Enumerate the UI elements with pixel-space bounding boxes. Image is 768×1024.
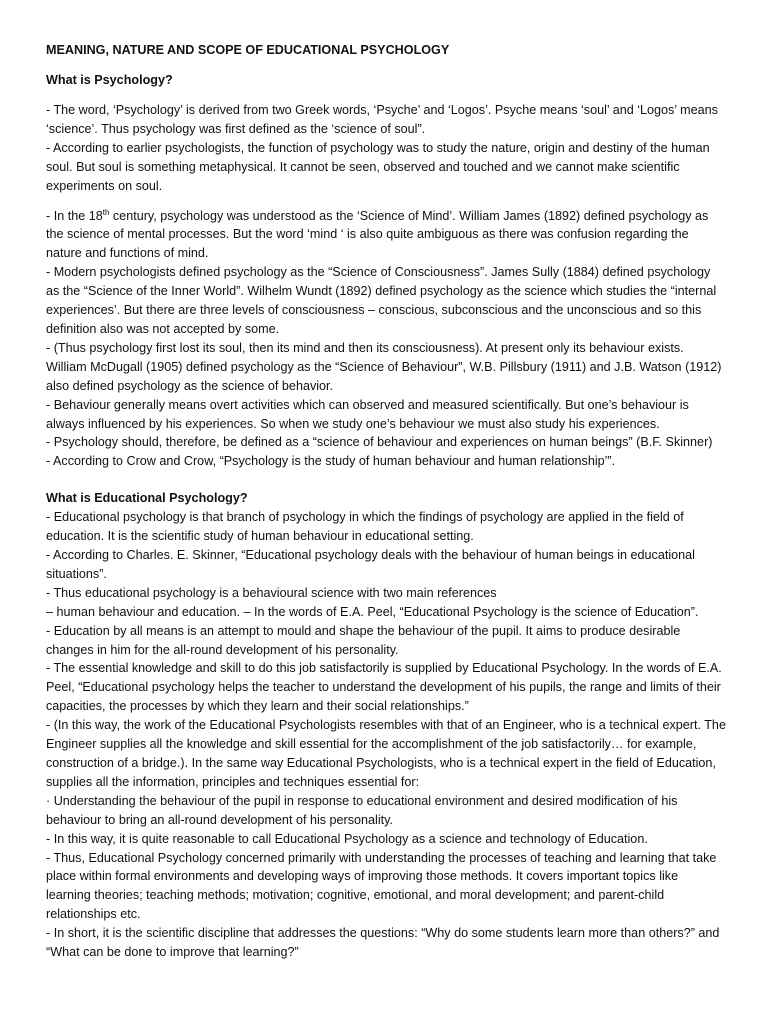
paragraph: - In this way, it is quite reasonable to call Educational Psychology as a science and technology of Education. [46,831,648,846]
paragraph: - According to Charles. E. Skinner, “Educational psychology deals with the behaviour of human beings in educational situations”. [46,548,695,581]
paragraph: - Educational psychology is that branch of psychology in which the findings of psychology are applied in the field of education. It is the scientific study of human behaviour in educational setting. [46,510,684,544]
section-psychology-block2 [46,207,726,472]
paragraph: - (Thus psychology first lost its soul, then its mind and then its consciousness). At present only its behaviour exists. William McDugall (1905) defined psychology as the “Science of Behaviour”, W.B. Pillsbury (1911) and J.B. Watson (1912) also defined psychology as the science of behavior. [46,340,722,393]
section-heading-what-is-psychology: What is Psychology? [46,73,173,87]
paragraph: - The essential knowledge and skill to do this job satisfactorily is supplied by Educational Psychology. In the words of E.A. Peel, “Educational psychology helps the teacher to understand the development of his pupils, the range and limits of their capacities, the processes by which they learn and their social relationships.” [46,661,722,714]
section-gap [46,471,726,489]
document-page [46,41,726,962]
paragraph: · Understanding the behaviour of the pupil in response to educational environment and desired modification of his behaviour to bring an all-round development of his personality. [46,793,678,827]
paragraph: - According to earlier psychologists, the function of psychology was to study the nature, origin and destiny of the human soul. But soul is something metaphysical. It cannot be seen, observed and touched and we cannot make scientific experiments on soul. [46,140,710,193]
section-psychology-block1 [46,101,726,196]
paragraph: - Education by all means is an attempt to mould and shape the behaviour of the pupil. It aims to produce desirable changes in him for the all-round development of his personality. [46,623,681,657]
paragraph: - Thus educational psychology is a behavioural science with two main references [46,585,497,600]
paragraph: - Modern psychologists defined psychology as the “Science of Consciousness”. James Sully (1884) defined psychology as the “Science of the Inner World”. Wilhelm Wundt (1892) defined psychology as the science which studies the “internal experiences’. But there are three levels of consciousness – conscious, subconscious and the unconscious and so this definition also was not accepted by some. [46,265,717,336]
text-fragment: century, psychology was understood as the ‘Science of Mind’. William James (1892) defined psychology as the science of mental processes. But the word ‘mind ‘ is also quite ambiguous as there was confusion regarding the nature and functions of mind. [46,208,709,261]
section-educational-psychology [46,508,726,962]
paragraph: - The word, ‘Psychology’ is derived from two Greek words, ‘Psyche’ and ‘Logos’. Psyche means ‘soul’ and ‘Logos’ means ‘science’. Thus psychology was first defined as the ‘science of soul”. [46,103,718,136]
paragraph: - Thus, Educational Psychology concerned primarily with understanding the processes of teaching and learning that take place within formal environments and developing ways of improving those methods. It covers important topics like learning theories; teaching methods; motivation; cognitive, emotional, and moral development; and parent-child relationships etc. [46,850,717,922]
paragraph: - In short, it is the scientific discipline that addresses the questions: “Why do some students learn more than others?” and “What can be done to improve that learning?” [46,926,720,960]
paragraph: - Psychology should, therefore, be defined as a “science of behaviour and experiences on human beings” (B.F. Skinner) [46,435,713,450]
text-fragment: - In the 18 [46,208,103,223]
paragraph: - Behaviour generally means overt activities which can observed and measured scientifically. But one’s behaviour is always influenced by his experiences. So when we study one’s behaviour we must also study his experiences. [46,397,689,431]
paragraph-18th-century [46,207,726,264]
superscript: th [102,207,110,217]
section-heading-what-is-educational-psychology: What is Educational Psychology? [46,491,248,506]
paragraph: – human behaviour and education. – In the words of E.A. Peel, “Educational Psychology is the science of Education”. [46,604,699,619]
paragraph: - According to Crow and Crow, “Psychology is the study of human behaviour and human relationship’”. [46,454,616,469]
paragraph: - (In this way, the work of the Educational Psychologists resembles with that of an Engineer, who is a technical expert. The Engineer supplies all the knowledge and skill essential for the accomplishment of the job satisfactorily… for example, construction of a bridge.). In the same way Educational Psychologists, who is a technical expert in the field of Education, supplies all the information, principles and techniques essential for: [46,718,726,789]
paragraph-gap [46,196,726,207]
document-title: MEANING, NATURE AND SCOPE OF EDUCATIONAL PSYCHOLOGY [46,43,450,57]
